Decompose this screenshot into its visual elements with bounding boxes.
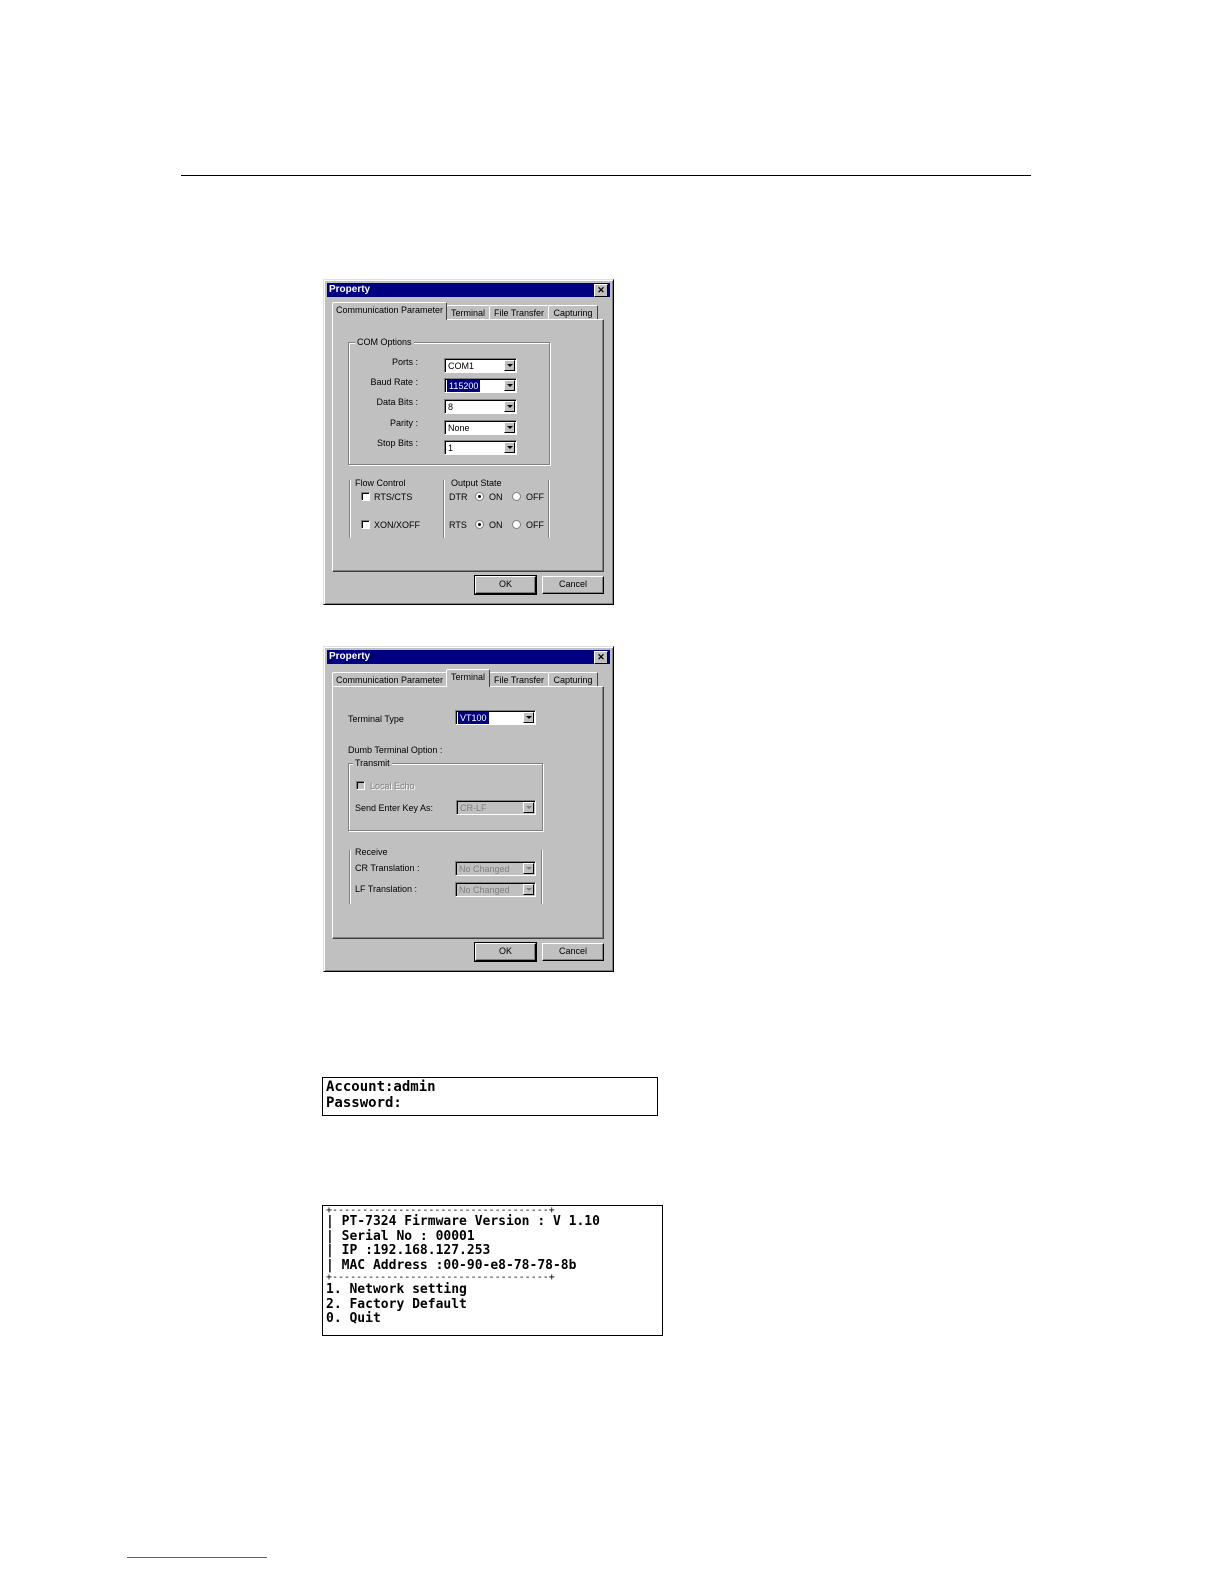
baud-rate-value: 115200: [449, 381, 479, 391]
rts-label: RTS: [449, 520, 467, 530]
tab-terminal[interactable]: Terminal: [446, 669, 490, 687]
rts-on-radio[interactable]: [475, 520, 484, 529]
lf-translation-value: No Changed: [459, 885, 510, 895]
ports-value: COM1: [448, 361, 475, 371]
menu-item[interactable]: 2. Factory Default: [326, 1296, 467, 1312]
menu-header-line: | IP :192.168.127.253: [326, 1243, 491, 1258]
local-echo-checkbox[interactable]: [356, 781, 365, 790]
chevron-down-icon[interactable]: [504, 442, 515, 453]
parity-label: Parity :: [389, 418, 418, 428]
close-icon[interactable]: ✕: [594, 651, 608, 664]
send-enter-label: Send Enter Key As:: [355, 803, 434, 813]
terminal-type-label: Terminal Type: [348, 714, 404, 724]
ok-button[interactable]: OK: [475, 576, 536, 594]
account-line: Account:admin: [326, 1079, 436, 1095]
parity-value: None: [448, 423, 470, 433]
send-enter-value: CR-LF: [460, 803, 487, 813]
menu-item[interactable]: 0. Quit: [326, 1311, 381, 1326]
divider: [548, 480, 549, 538]
chevron-down-icon[interactable]: [523, 712, 534, 723]
local-echo-label: Local Echo: [370, 781, 415, 791]
tab-file-transfer[interactable]: File Transfer: [489, 305, 549, 320]
rts-cts-label: RTS/CTS: [374, 492, 413, 502]
transmit-title: Transmit: [355, 758, 390, 768]
tab-strip: [332, 302, 602, 320]
ok-button[interactable]: OK: [475, 943, 536, 961]
console-menu-terminal: [322, 1205, 663, 1336]
stop-bits-label: Stop Bits :: [376, 438, 418, 448]
tab-communication-parameter[interactable]: Communication Parameter: [332, 672, 447, 687]
com-options-group: [348, 337, 550, 465]
lf-translation-label: LF Translation :: [355, 884, 418, 894]
dtr-off-radio[interactable]: [512, 492, 521, 501]
password-line[interactable]: Password:: [326, 1095, 402, 1111]
dtr-on-label: ON: [489, 492, 503, 502]
chevron-down-icon[interactable]: [523, 863, 534, 874]
xon-xoff-checkbox[interactable]: [361, 520, 370, 529]
rts-off-label: OFF: [526, 520, 544, 530]
cr-translation-label: CR Translation :: [355, 863, 420, 873]
chevron-down-icon[interactable]: [504, 380, 515, 391]
menu-item[interactable]: 1. Network setting: [326, 1282, 467, 1297]
tab-terminal[interactable]: Terminal: [446, 305, 490, 320]
cr-translation-value: No Changed: [459, 864, 510, 874]
baud-rate-label: Baud Rate :: [370, 377, 418, 387]
tab-file-transfer[interactable]: File Transfer: [489, 672, 549, 687]
dialog-title: Property: [329, 651, 371, 662]
property-dialog-terminal: [323, 646, 614, 972]
tab-communication-parameter[interactable]: Communication Parameter: [332, 302, 447, 320]
divider: [443, 480, 444, 538]
cancel-button[interactable]: Cancel: [542, 943, 604, 961]
cancel-button[interactable]: Cancel: [542, 576, 604, 594]
dumb-terminal-option-label: Dumb Terminal Option :: [348, 745, 443, 755]
data-bits-label: Data Bits :: [376, 397, 418, 407]
footer-rule: [127, 1557, 267, 1558]
divider: [349, 850, 350, 904]
divider: [349, 480, 350, 538]
lf-translation-select[interactable]: [455, 882, 536, 897]
dialog-title: Property: [329, 284, 371, 295]
xon-xoff-label: XON/XOFF: [374, 520, 421, 530]
flow-control-title: Flow Control: [355, 478, 406, 488]
transmit-group: [348, 758, 543, 831]
tab-capturing[interactable]: Capturing: [548, 672, 598, 687]
chevron-down-icon[interactable]: [523, 884, 534, 895]
tab-capturing[interactable]: Capturing: [548, 305, 598, 320]
receive-title: Receive: [355, 847, 388, 857]
stop-bits-select[interactable]: [444, 440, 517, 455]
data-bits-value: 8: [448, 402, 454, 412]
data-bits-select[interactable]: [444, 399, 517, 414]
stop-bits-value: 1: [448, 443, 454, 453]
chevron-down-icon[interactable]: [504, 422, 515, 433]
rts-on-label: ON: [489, 520, 503, 530]
menu-header-line: | PT-7324 Firmware Version : V 1.10: [326, 1214, 600, 1229]
cr-translation-select[interactable]: [455, 861, 536, 876]
dtr-on-radio[interactable]: [475, 492, 484, 501]
menu-border-top: +------------------------------------+: [326, 1205, 555, 1216]
ports-select[interactable]: [444, 358, 517, 373]
menu-header-line: | MAC Address :00-90-e8-78-78-8b: [326, 1257, 577, 1273]
output-state-title: Output State: [451, 478, 502, 488]
rts-cts-checkbox[interactable]: [361, 492, 370, 501]
property-dialog-communication: [323, 279, 614, 605]
terminal-type-value: VT100: [460, 713, 487, 723]
close-icon[interactable]: ✕: [594, 284, 608, 297]
dialog-titlebar[interactable]: [327, 283, 610, 297]
chevron-down-icon[interactable]: [504, 360, 515, 371]
tab-strip: [332, 669, 602, 687]
terminal-type-select[interactable]: [455, 710, 536, 725]
header-rule: [181, 175, 1031, 176]
parity-select[interactable]: [444, 420, 517, 435]
login-terminal: [322, 1077, 658, 1116]
dtr-label: DTR: [449, 492, 468, 502]
chevron-down-icon[interactable]: [523, 802, 534, 813]
baud-rate-select[interactable]: [444, 378, 517, 393]
rts-off-radio[interactable]: [512, 520, 521, 529]
tab-panel: [332, 319, 604, 572]
send-enter-select[interactable]: [456, 800, 536, 815]
menu-header-line: | Serial No : 00001: [326, 1228, 475, 1244]
dtr-off-label: OFF: [526, 492, 544, 502]
menu-border-bottom: +------------------------------------+: [326, 1272, 555, 1283]
ports-label: Ports :: [391, 357, 418, 367]
com-options-title: COM Options: [357, 337, 412, 347]
dialog-titlebar[interactable]: [327, 650, 610, 664]
divider: [541, 850, 542, 904]
chevron-down-icon[interactable]: [504, 401, 515, 412]
tab-panel: [332, 686, 604, 939]
